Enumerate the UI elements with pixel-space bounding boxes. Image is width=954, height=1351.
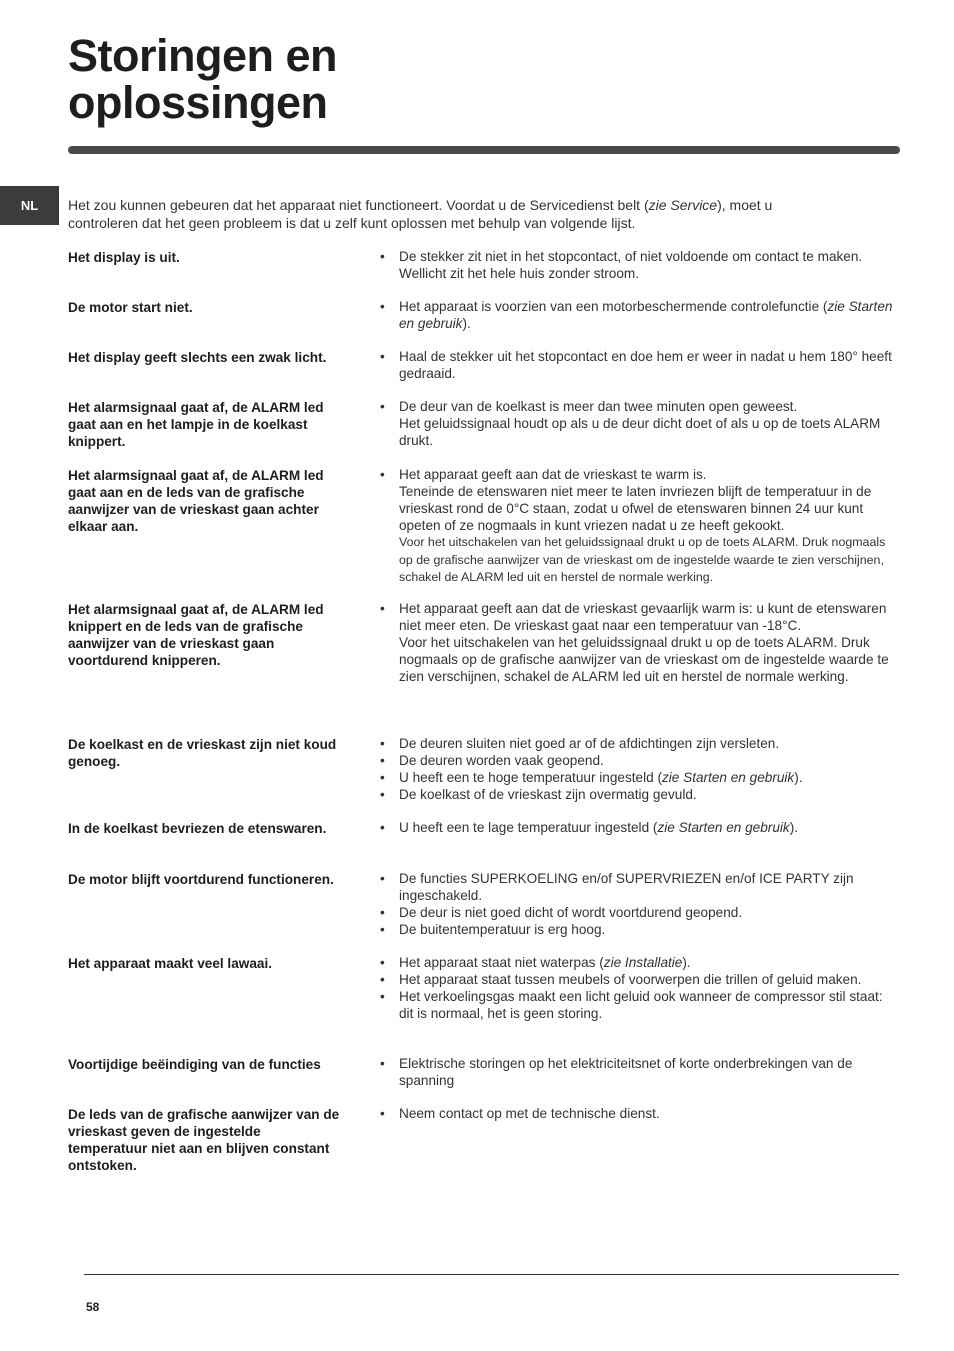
solution-text: De koelkast of de vrieskast zijn overmatig gevuld. <box>399 787 697 802</box>
solution-text: De buitentemperatuur is erg hoog. <box>399 922 606 937</box>
solution-list <box>378 870 898 938</box>
solution-reference: zie Starten en gebruik <box>661 770 795 785</box>
language-tab: NL <box>0 186 59 225</box>
solution-item <box>378 735 898 752</box>
solution-item <box>378 769 898 786</box>
solution-text: U heeft een te hoge temperatuur ingesteld ( <box>399 770 662 785</box>
solution-list <box>378 954 898 1022</box>
solution-text: Neem contact op met de technische dienst. <box>399 1106 660 1121</box>
solution-reference: zie Installatie <box>603 955 683 970</box>
intro-paragraph: Het zou kunnen gebeuren dat het apparaat niet functioneert. Voordat u de Servicedienst belt (zie Service), moet u controleren dat het geen probleem is dat u zelf kunt oplossen met behulp van volgende lijst. <box>68 197 773 231</box>
solution-list <box>378 348 898 382</box>
solution-text: De deuren worden vaak geopend. <box>399 753 604 768</box>
solution-extra: Het geluidssignaal houdt op als u de deur dicht doet of als u op de toets ALARM drukt. <box>399 416 881 448</box>
solution-item <box>378 954 898 971</box>
solution-reference: zie Starten en gebruik <box>657 820 790 835</box>
problem-label: De leds van de grafische aanwijzer van de vrieskast geven de ingestelde temperatuur niet aan en blijven constant ontstoken. <box>68 1107 340 1173</box>
solution-item <box>378 600 898 685</box>
problem-label: Het alarmsignaal gaat af, de ALARM led gaat aan en de leds van de grafische aanwijzer van de vrieskast gaan achter elkaar aan. <box>68 468 324 534</box>
solution-text: Het apparaat staat tussen meubels of voorwerpen die trillen of geluid maken. <box>399 972 862 987</box>
solution-list <box>378 1105 898 1122</box>
solution-item <box>378 819 898 836</box>
solution-text: De deur is niet goed dicht of wordt voortdurend geopend. <box>399 905 743 920</box>
problem-label: Het display geeft slechts een zwak licht. <box>68 350 327 365</box>
solution-text: De stekker zit niet in het stopcontact, of niet voldoende om contact te maken. Wellicht zit het hele huis zonder stroom. <box>399 249 863 281</box>
solution-list <box>378 398 898 449</box>
solution-text: Elektrische storingen op het elektriciteitsnet of korte onderbrekingen van de spanning <box>399 1056 853 1088</box>
page-number: 58 <box>86 1300 100 1314</box>
solution-item <box>378 348 898 382</box>
solution-list <box>378 600 898 685</box>
solution-text: ). <box>794 770 803 785</box>
solution-extra: Voor het uitschakelen van het geluidssignaal drukt u op de toets ALARM. Druk nogmaals op de grafische aanwijzer van de vrieskast om de ingestelde waarde te zien verschijnen, schakel de ALARM led uit en herstel de normale werking. <box>399 635 889 684</box>
solution-item <box>378 1055 898 1089</box>
solution-item <box>378 921 898 938</box>
solution-list <box>378 298 898 332</box>
footer-divider <box>84 1274 899 1275</box>
solution-item <box>378 248 898 282</box>
solution-extra: Teneinde de etenswaren niet meer te laten invriezen blijft de temperatuur in de vrieskast rond de 0°C staan, zodat u ofwel de etenswaren binnen 24 uur kunt opeten of ze nogmaals in kunt vriezen nadat u ze heeft gekookt. <box>399 484 872 533</box>
solution-text: Het verkoelingsgas maakt een licht geluid ook wanneer de compressor stil staat: dit is normaal, het is geen storing. <box>399 989 883 1021</box>
solution-text: De functies SUPERKOELING en/of SUPERVRIEZEN en/of ICE PARTY zijn ingeschakeld. <box>399 871 854 903</box>
solution-text: Haal de stekker uit het stopcontact en doe hem er weer in nadat u hem 180° heeft gedraaid. <box>399 349 892 381</box>
solution-text: Het apparaat geeft aan dat de vrieskast te warm is. <box>399 467 707 482</box>
solution-list <box>378 466 898 587</box>
problem-label: Het display is uit. <box>68 250 180 265</box>
problem-label: Het alarmsignaal gaat af, de ALARM led knippert en de leds van de grafische aanwijzer van de vrieskast gaan voortdurend knipperen. <box>68 602 324 668</box>
solution-item <box>378 904 898 921</box>
solution-text: Het apparaat is voorzien van een motorbeschermende controlefunctie ( <box>399 299 828 314</box>
solution-list <box>378 1055 898 1089</box>
solution-item <box>378 298 898 332</box>
problem-label: In de koelkast bevriezen de etenswaren. <box>68 821 327 836</box>
solution-item <box>378 398 898 449</box>
problem-label: De motor start niet. <box>68 300 193 315</box>
solution-item <box>378 870 898 904</box>
solution-item <box>378 752 898 769</box>
solution-item <box>378 1105 898 1122</box>
solution-note: Voor het uitschakelen van het geluidssignaal drukt u op de toets ALARM. Druk nogmaals op de grafische aanwijzer van de vrieskast om de ingestelde waarde te zien verschijnen, schakel de ALARM led uit en herstel de normale werking. <box>399 535 886 584</box>
solution-text: Het apparaat geeft aan dat de vrieskast gevaarlijk warm is: u kunt de etenswaren niet meer eten. De vrieskast gaat naar een temperatuur van -18°C. <box>399 601 887 633</box>
problem-label: Het apparaat maakt veel lawaai. <box>68 956 273 971</box>
solution-item <box>378 466 898 587</box>
problem-label: De motor blijft voortdurend functioneren. <box>68 872 334 887</box>
solution-list <box>378 735 898 803</box>
solution-text: ). <box>682 955 691 970</box>
problem-label: Het alarmsignaal gaat af, de ALARM led gaat aan en het lampje in de koelkast knippert. <box>68 400 324 449</box>
solution-reference: zie Starten en gebruik <box>399 299 893 331</box>
solution-item <box>378 786 898 803</box>
solution-text: ). <box>462 316 471 331</box>
solution-text: De deur van de koelkast is meer dan twee minuten open geweest. <box>399 399 798 414</box>
solution-text: U heeft een te lage temperatuur ingesteld ( <box>399 820 658 835</box>
page-title: Storingen en oplossingen <box>68 30 338 128</box>
solution-text: Het apparaat staat niet waterpas ( <box>399 955 604 970</box>
solution-item <box>378 988 898 1022</box>
solution-text: De deuren sluiten niet goed ar of de afdichtingen zijn versleten. <box>399 736 780 751</box>
solution-list <box>378 248 898 282</box>
title-divider <box>68 146 900 154</box>
solution-text: ). <box>789 820 799 835</box>
problem-label: Voortijdige beëindiging van de functies <box>68 1057 321 1072</box>
solution-list <box>378 819 898 836</box>
problem-label: De koelkast en de vrieskast zijn niet koud genoeg. <box>68 737 337 769</box>
solution-item <box>378 971 898 988</box>
